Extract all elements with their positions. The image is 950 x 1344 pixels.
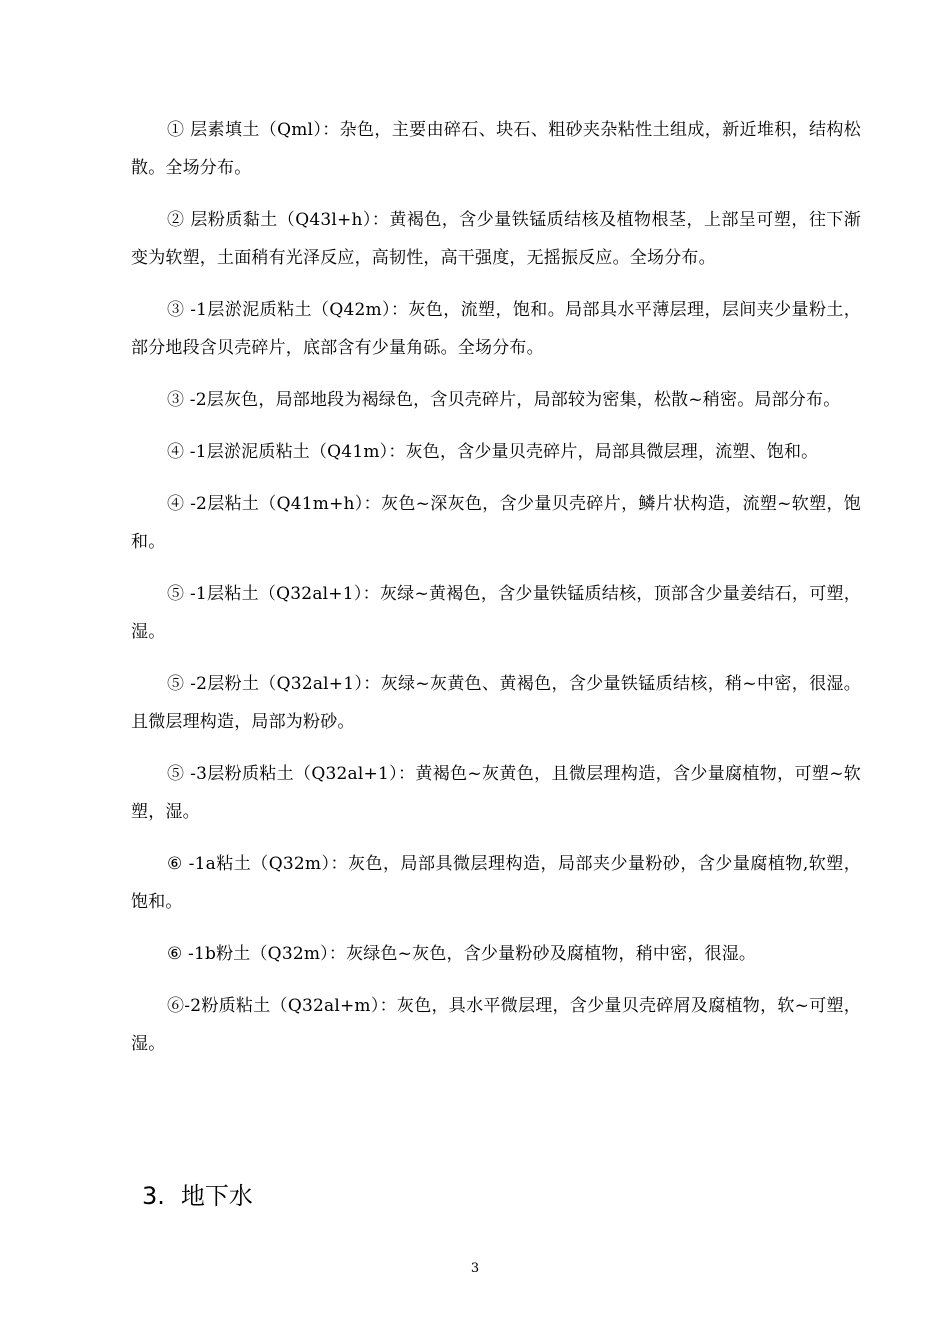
paragraph-layer-4-2: ④ -2层粘土（Q41m+h）：灰色~深灰色，含少量贝壳碎片，鳞片状构造，流塑~软塑，饱和。 <box>131 494 861 552</box>
section-heading <box>142 1176 253 1216</box>
paragraph-layer-4-1: ④ -1层淤泥质粘土（Q41m）：灰色，含少量贝壳碎片，局部具微层理，流塑、饱和。 <box>167 442 819 462</box>
paragraph-layer-6-1b: ⑥ -1b粉土（Q32m）：灰绿色~灰色，含少量粉砂及腐植物，稍中密，很湿。 <box>167 944 757 964</box>
section-number: 3. <box>142 1182 165 1210</box>
paragraph-layer-6-1a: ⑥ -1a粘土（Q32m）：灰色，局部具微层理构造，局部夹少量粉砂，含少量腐植物,软塑，饱和。 <box>131 854 861 912</box>
paragraph-layer-5-1: ⑤ -1层粘土（Q32al+1）：灰绿~黄褐色，含少量铁锰质结核，顶部含少量姜结石，可塑，湿。 <box>131 584 861 642</box>
section-title: 地下水 <box>180 1182 253 1210</box>
paragraph-layer-3-1: ③ -1层淤泥质粘土（Q42m）：灰色，流塑，饱和。局部具水平薄层理，层间夹少量粉土，部分地段含贝壳碎片，底部含有少量角砾。全场分布。 <box>131 300 861 358</box>
paragraph-layer-5-3: ⑤ -3层粉质粘土（Q32al+1）：黄褐色~灰黄色，且微层理构造，含少量腐植物，可塑~软塑，湿。 <box>131 764 861 822</box>
paragraph-layer-6-2: ⑥-2粉质粘土（Q32al+m）：灰色，具水平微层理，含少量贝壳碎屑及腐植物，软~可塑，湿。 <box>131 996 861 1054</box>
body-text <box>131 111 861 1077</box>
paragraph-layer-2: ② 层粉质黏土（Q43l+h）：黄褐色，含少量铁锰质结核及植物根茎，上部呈可塑，往下渐变为软塑，土面稍有光泽反应，高韧性，高干强度，无摇振反应。全场分布。 <box>131 210 861 268</box>
paragraph-layer-3-2: ③ -2层灰色，局部地段为褐绿色，含贝壳碎片，局部较为密集，松散~稍密。局部分布。 <box>167 390 841 410</box>
paragraph-layer-5-2: ⑤ -2层粉土（Q32al+1）：灰绿~灰黄色、黄褐色，含少量铁锰质结核，稍~中密，很湿。且微层理构造，局部为粉砂。 <box>131 674 861 732</box>
page-number: 3 <box>470 1261 480 1276</box>
paragraph-layer-1: ① 层素填土（Qml）：杂色，主要由碎石、块石、粗砂夹杂粘性土组成，新近堆积，结构松散。全场分布。 <box>131 120 861 178</box>
